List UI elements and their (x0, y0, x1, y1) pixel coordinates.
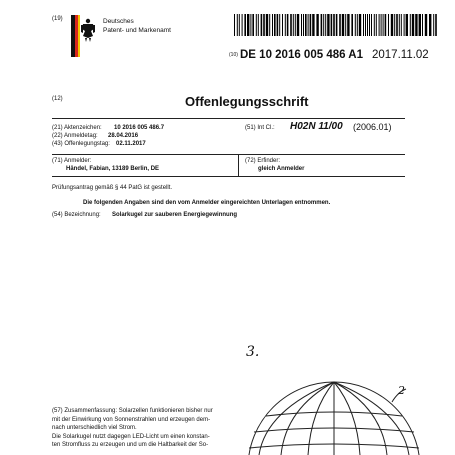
barcode-bar (351, 14, 353, 36)
barcode-bar (242, 14, 243, 36)
application-number-value: 10 2016 005 486.7 (114, 125, 165, 131)
barcode-bar (285, 14, 286, 36)
document-type-title: Offenlegungsschrift (185, 94, 309, 109)
barcode-bar (422, 14, 423, 36)
barcode-bar (410, 14, 411, 36)
barcode-bar (297, 14, 299, 36)
barcode-bar (263, 14, 265, 36)
barcode-bar (261, 14, 263, 36)
barcode-bar (256, 14, 257, 36)
abstract-line: Die Solarkugel nutzt dagegen LED-Licht um einen konstan- (52, 433, 210, 440)
barcode-bar (347, 14, 349, 36)
barcode-bar (365, 14, 366, 36)
publication-date: 2017.11.02 (372, 49, 429, 61)
publication-number: DE 10 2016 005 486 A1 (240, 49, 363, 61)
barcode-bar (239, 14, 240, 36)
barcode-bar (247, 14, 249, 36)
barcode-bar (419, 14, 421, 36)
divider-middle (52, 154, 405, 155)
barcode-bar (321, 14, 323, 36)
barcode-bar (404, 14, 405, 36)
application-number-label: (21) Aktenzeichen: (52, 125, 102, 131)
exam-request-note: Prüfungsantrag gemäß § 44 PatG ist gestellt. (52, 185, 173, 191)
federal-eagle-logo (71, 15, 97, 57)
barcode-bar (406, 14, 408, 36)
barcode-bar (369, 14, 370, 36)
barcode-bar (308, 14, 309, 36)
barcode-bar (258, 14, 259, 36)
barcode-bar (310, 14, 312, 36)
barcode-bar (371, 14, 372, 36)
barcode-bar (272, 14, 273, 36)
drawing-label-3: 3. (246, 344, 260, 360)
barcode-bar (415, 14, 417, 36)
filing-date-label: (22) Anmeldetag: (52, 133, 98, 139)
barcode-bar (376, 14, 377, 36)
barcode-bar (388, 14, 389, 36)
barcode-bar (305, 14, 307, 36)
barcode-bar (234, 14, 235, 36)
barcode-bar (429, 14, 431, 36)
flag-stripe-gold (78, 15, 80, 57)
barcode-bar (342, 14, 344, 36)
barcode-bar (252, 14, 254, 36)
inventor-value: gleich Anmelder (258, 166, 305, 172)
barcode-bar (269, 14, 270, 36)
sphere-sketch (248, 382, 420, 455)
barcode-bar (374, 14, 375, 36)
barcode-bar (237, 14, 238, 36)
barcode-bar (363, 14, 364, 36)
barcode-bar (244, 14, 246, 36)
barcode-bar (394, 14, 395, 36)
barcode-bar (295, 14, 296, 36)
barcode-bar (401, 14, 402, 36)
barcode-bar (381, 14, 382, 36)
ipc-label: (51) Int Cl.: (245, 125, 275, 131)
eagle-icon (81, 19, 95, 42)
barcode-bar (316, 14, 318, 36)
flag-stripe-red (75, 15, 78, 57)
barcode-bar (391, 14, 393, 36)
barcode-bar (383, 14, 384, 36)
divider-vertical (238, 154, 239, 176)
barcode-bar (336, 14, 338, 36)
barcode-bar (357, 14, 358, 36)
ipc-version: (2006.01) (353, 122, 392, 132)
barcode-bar (339, 14, 341, 36)
barcode-bar (396, 14, 398, 36)
applicant-value: Händel, Fabian, 13189 Berlin, DE (66, 166, 160, 172)
barcode-bar (312, 14, 314, 36)
ipc-class: H02N 11/00 (290, 121, 343, 132)
divider-top (52, 118, 405, 119)
drawing-label-2: 2 (398, 384, 405, 397)
disclaimer-note: Die folgenden Angaben sind den vom Anmelder eingereichten Unterlagen entnommen. (83, 200, 331, 206)
designation-value: Solarkugel zur sauberen Energiegewinnung (112, 212, 238, 218)
barcode-bar (412, 14, 414, 36)
publication-barcode (234, 14, 438, 36)
barcode-bar (250, 14, 251, 36)
abstract-line: (57) Zusammenfassung: Solarzellen funktionieren bisher nur (52, 408, 213, 414)
barcode-bar (293, 14, 294, 36)
solar-sphere-drawing (226, 380, 455, 455)
barcode-bar (290, 14, 292, 36)
divider-bottom (52, 176, 405, 177)
office-name-line2: Patent- und Markenamt (103, 27, 171, 34)
barcode-bar (379, 14, 380, 36)
office-name-line1: Deutsches (103, 18, 134, 25)
publication-day-label: (43) Offenlegungstag: (52, 141, 110, 147)
designation-label: (54) Bezeichnung: (52, 212, 101, 218)
barcode-bar (359, 14, 361, 36)
barcode-bar (345, 14, 346, 36)
inid-code-10: (10) (229, 52, 238, 58)
barcode-bar (399, 14, 400, 36)
barcode-bar (333, 14, 335, 36)
barcode-bar (266, 14, 268, 36)
barcode-bar (301, 14, 302, 36)
barcode-bar (331, 14, 333, 36)
barcode-bar (277, 14, 279, 36)
barcode-bar (433, 14, 434, 36)
barcode-bar (355, 14, 356, 36)
abstract-text (52, 407, 213, 450)
filing-date-value: 28.04.2016 (108, 133, 139, 139)
inid-code-12: (12) (52, 96, 63, 102)
barcode-bar (287, 14, 289, 36)
barcode-bar (282, 14, 283, 36)
flag-stripe-black (71, 15, 75, 57)
barcode-bar (303, 14, 304, 36)
barcode-bar (327, 14, 329, 36)
barcode-bar (279, 14, 280, 36)
abstract-line: mit der Einwirkung von Sonnenstrahlen und erzeugen dem- (52, 416, 211, 423)
inventor-label: (72) Erfinder: (245, 158, 281, 164)
barcode-bar (385, 14, 387, 36)
abstract-line: nach unterschiedlich viel Strom. (52, 425, 137, 431)
barcode-bar (274, 14, 276, 36)
barcode-bar (435, 14, 437, 36)
barcode-bar (367, 14, 368, 36)
barcode-bar (425, 14, 427, 36)
publication-day-value: 02.11.2017 (116, 141, 146, 147)
applicant-label: (71) Anmelder: (52, 158, 92, 164)
abstract-line: ten Stromfluss zu erzeugen und um die Haltbarkeit der So- (52, 442, 209, 448)
barcode-bar (323, 14, 324, 36)
inid-code-19: (19) (52, 16, 63, 22)
barcode-bar (325, 14, 326, 36)
